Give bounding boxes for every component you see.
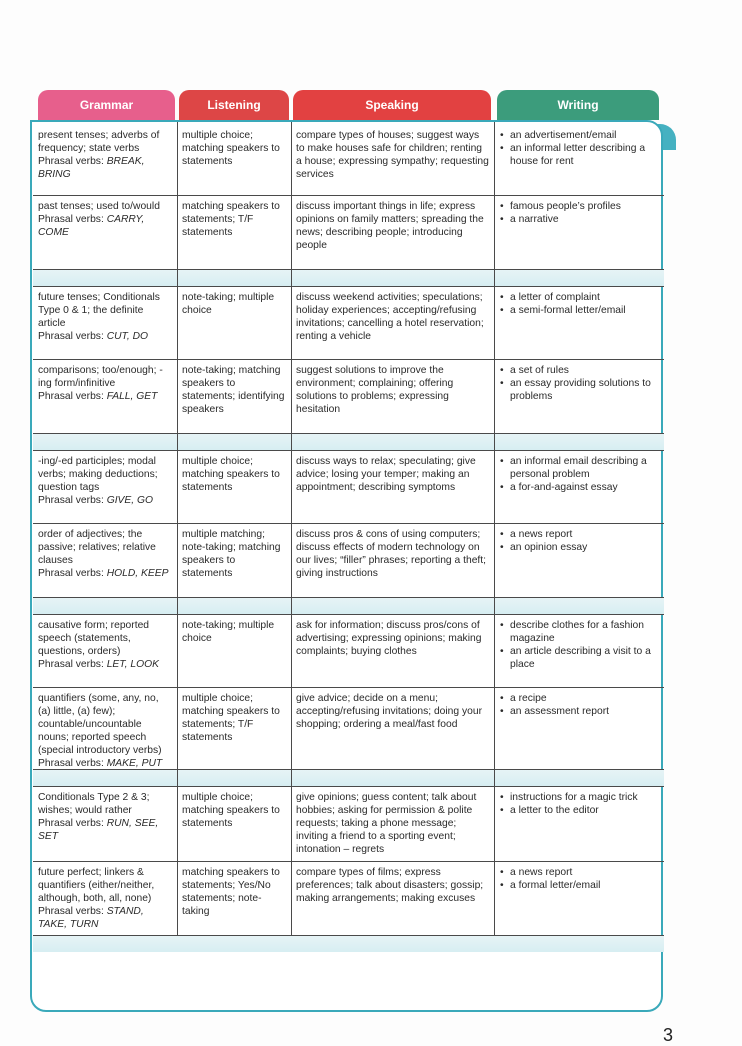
grammar-cell <box>33 195 177 269</box>
phrasal-prefix: Phrasal verbs: <box>38 658 107 670</box>
writing-item: • an informal email describing a personal problem <box>499 456 660 482</box>
table-row <box>33 124 664 195</box>
speaking-cell: discuss pros & cons of using computers; discuss effects of modern technology on our lives; “filler” phrases; reporting a theft; giving instructions <box>296 529 486 579</box>
phrasal-verbs: GIVE, GO <box>106 494 154 506</box>
speaking-cell: compare types of films; express preferences; talk about disasters; gossip; making arrangements; making excuses <box>296 867 484 904</box>
table-row <box>33 614 664 687</box>
writing-item: • an assessment report <box>499 706 660 719</box>
listening-cell: multiple choice; matching speakers to statements <box>182 456 280 493</box>
writing-item: • famous people’s profiles <box>499 201 660 214</box>
grammar-text: present tenses; adverbs of frequency; state verbs <box>38 130 160 154</box>
phrasal-prefix: Phrasal verbs: <box>38 905 107 917</box>
writing-item: • a narrative <box>499 214 660 227</box>
grammar-text: future tenses; Conditionals Type 0 & 1; the definite article <box>38 292 160 329</box>
speaking-cell: compare types of houses; suggest ways to make houses safe for children; renting a house; expressing sympathy; requesting services <box>296 130 489 180</box>
grammar-cell <box>33 124 177 195</box>
phrasal-prefix: Phrasal verbs: <box>38 213 107 225</box>
phrasal-verbs: MAKE, PUT <box>106 757 163 769</box>
header-writing <box>497 90 659 120</box>
grammar-cell <box>33 286 177 359</box>
page-number: 3 <box>663 1025 674 1045</box>
section-band <box>33 935 664 952</box>
grammar-text: quantifiers (some, any, no, (a) little, (a) few); countable/uncountable nouns; reported speech (special introductory verbs) <box>38 693 162 756</box>
listening-cell: note-taking; multiple choice <box>182 292 275 316</box>
listening-cell: multiple choice; matching speakers to statements <box>182 130 280 167</box>
header-label: Grammar <box>79 98 134 112</box>
writing-item: • an opinion essay <box>499 542 660 555</box>
table-row <box>33 786 664 861</box>
grammar-text: comparisons; too/enough; -ing form/infinitive <box>38 365 163 389</box>
speaking-cell: give advice; decide on a menu; accepting/refusing invitations; doing your shopping; ordering a meal/fast food <box>296 693 483 730</box>
grammar-cell <box>33 523 177 597</box>
phrasal-prefix: Phrasal verbs: <box>38 494 107 506</box>
grammar-cell <box>33 861 177 935</box>
phrasal-verbs: RUN, SEE, SET <box>38 817 159 842</box>
grammar-cell <box>33 687 177 769</box>
listening-cell: matching speakers to statements; T/F statements <box>182 201 280 238</box>
grammar-text: -ing/-ed participles; modal verbs; making deductions; question tags <box>38 456 158 493</box>
writing-cell <box>494 786 664 861</box>
section-band <box>33 597 664 614</box>
header-grammar <box>38 90 175 120</box>
listening-cell: multiple matching; note-taking; matching speakers to statements <box>182 529 281 579</box>
speaking-cell: discuss important things in life; express opinions on family matters; spreading the news; describing people; introducing people <box>296 201 484 251</box>
writing-item: • a set of rules <box>499 365 660 378</box>
writing-cell <box>494 450 664 523</box>
listening-cell: multiple choice; matching speakers to statements <box>182 792 280 829</box>
header-speaking <box>293 90 491 120</box>
writing-cell <box>494 861 664 935</box>
writing-item: • instructions for a magic trick <box>499 792 660 805</box>
phrasal-prefix: Phrasal verbs: <box>38 757 107 769</box>
writing-cell <box>494 286 664 359</box>
table-row <box>33 195 664 269</box>
table-row <box>33 523 664 597</box>
phrasal-verbs: LET, LOOK <box>106 658 159 670</box>
phrasal-verbs: FALL, GET <box>106 390 158 402</box>
header-label: Speaking <box>365 98 419 112</box>
table-row <box>33 450 664 523</box>
writing-item: • an article describing a visit to a place <box>499 646 660 672</box>
listening-cell: note-taking; multiple choice <box>182 620 275 644</box>
writing-cell <box>494 523 664 597</box>
phrasal-verbs: STAND, TAKE, TURN <box>38 905 144 930</box>
writing-item: • a formal letter/email <box>499 880 660 893</box>
speaking-cell: discuss ways to relax; speculating; give advice; losing your temper; making an appointment; describing symptoms <box>296 456 476 493</box>
grammar-text: past tenses; used to/would <box>38 201 160 212</box>
section-band <box>33 433 664 450</box>
phrasal-verbs: BREAK, BRING <box>38 155 145 180</box>
writing-item: • a news report <box>499 529 660 542</box>
grammar-text: causative form; reported speech (statements, questions, orders) <box>38 620 150 657</box>
speaking-cell: suggest solutions to improve the environment; complaining; offering solutions to problems; expressing hesitation <box>296 365 454 415</box>
writing-cell <box>494 359 664 433</box>
writing-cell <box>494 614 664 687</box>
writing-item: • describe clothes for a fashion magazine <box>499 620 660 646</box>
grammar-text: Conditionals Type 2 & 3; wishes; would rather <box>38 792 150 816</box>
grammar-text: order of adjectives; the passive; relatives; relative clauses <box>38 529 156 566</box>
writing-cell <box>494 687 664 769</box>
row-line <box>33 935 664 936</box>
header-listening <box>179 90 289 120</box>
grammar-text: future perfect; linkers & quantifiers (either/neither, although, both, all, none) <box>38 867 155 904</box>
phrasal-prefix: Phrasal verbs: <box>38 330 107 342</box>
section-band <box>33 269 664 286</box>
phrasal-verbs: CARRY, COME <box>38 213 145 238</box>
grammar-cell <box>33 614 177 687</box>
writing-cell <box>494 124 664 195</box>
speaking-cell: give opinions; guess content; talk about hobbies; asking for permission & polite requests; taking a phone message; inviting a friend to a sporting event; intonation – regrets <box>296 792 477 855</box>
header-label: Listening <box>207 98 261 112</box>
speaking-cell: discuss weekend activities; speculations; holiday experiences; accepting/refusing invitations; cancelling a hotel reservation; renting a vehicle <box>296 292 484 342</box>
header-label: Writing <box>557 98 599 112</box>
phrasal-verbs: HOLD, KEEP <box>106 567 169 579</box>
section-band <box>33 769 664 786</box>
grammar-cell <box>33 786 177 861</box>
speaking-cell: ask for information; discuss pros/cons of advertising; expressing opinions; making complaints; buying clothes <box>296 620 482 657</box>
grammar-cell <box>33 359 177 433</box>
row-line <box>33 269 664 270</box>
writing-item: • a semi-formal letter/email <box>499 305 660 318</box>
phrasal-verbs: CUT, DO <box>106 330 149 342</box>
phrasal-prefix: Phrasal verbs: <box>38 390 107 402</box>
table-row <box>33 359 664 433</box>
row-line <box>33 597 664 598</box>
grammar-cell <box>33 450 177 523</box>
writing-item: • a recipe <box>499 693 660 706</box>
listening-cell: multiple choice; matching speakers to statements; T/F statements <box>182 693 280 743</box>
listening-cell: matching speakers to statements; Yes/No statements; note-taking <box>182 867 280 917</box>
writing-item: • an essay providing solutions to problems <box>499 378 660 404</box>
table-row <box>33 286 664 359</box>
writing-item: • a letter to the editor <box>499 805 660 818</box>
row-line <box>33 433 664 434</box>
writing-item: • a letter of complaint <box>499 292 660 305</box>
phrasal-prefix: Phrasal verbs: <box>38 155 107 167</box>
writing-item: • a news report <box>499 867 660 880</box>
table-row <box>33 687 664 769</box>
writing-item: • an advertisement/email <box>499 130 660 143</box>
writing-item: • an informal letter describing a house for rent <box>499 143 660 169</box>
phrasal-prefix: Phrasal verbs: <box>38 567 107 579</box>
phrasal-prefix: Phrasal verbs: <box>38 817 107 829</box>
writing-item: • a for-and-against essay <box>499 482 660 495</box>
writing-cell <box>494 195 664 269</box>
table-row <box>33 861 664 935</box>
listening-cell: note-taking; matching speakers to statements; identifying speakers <box>182 365 285 415</box>
